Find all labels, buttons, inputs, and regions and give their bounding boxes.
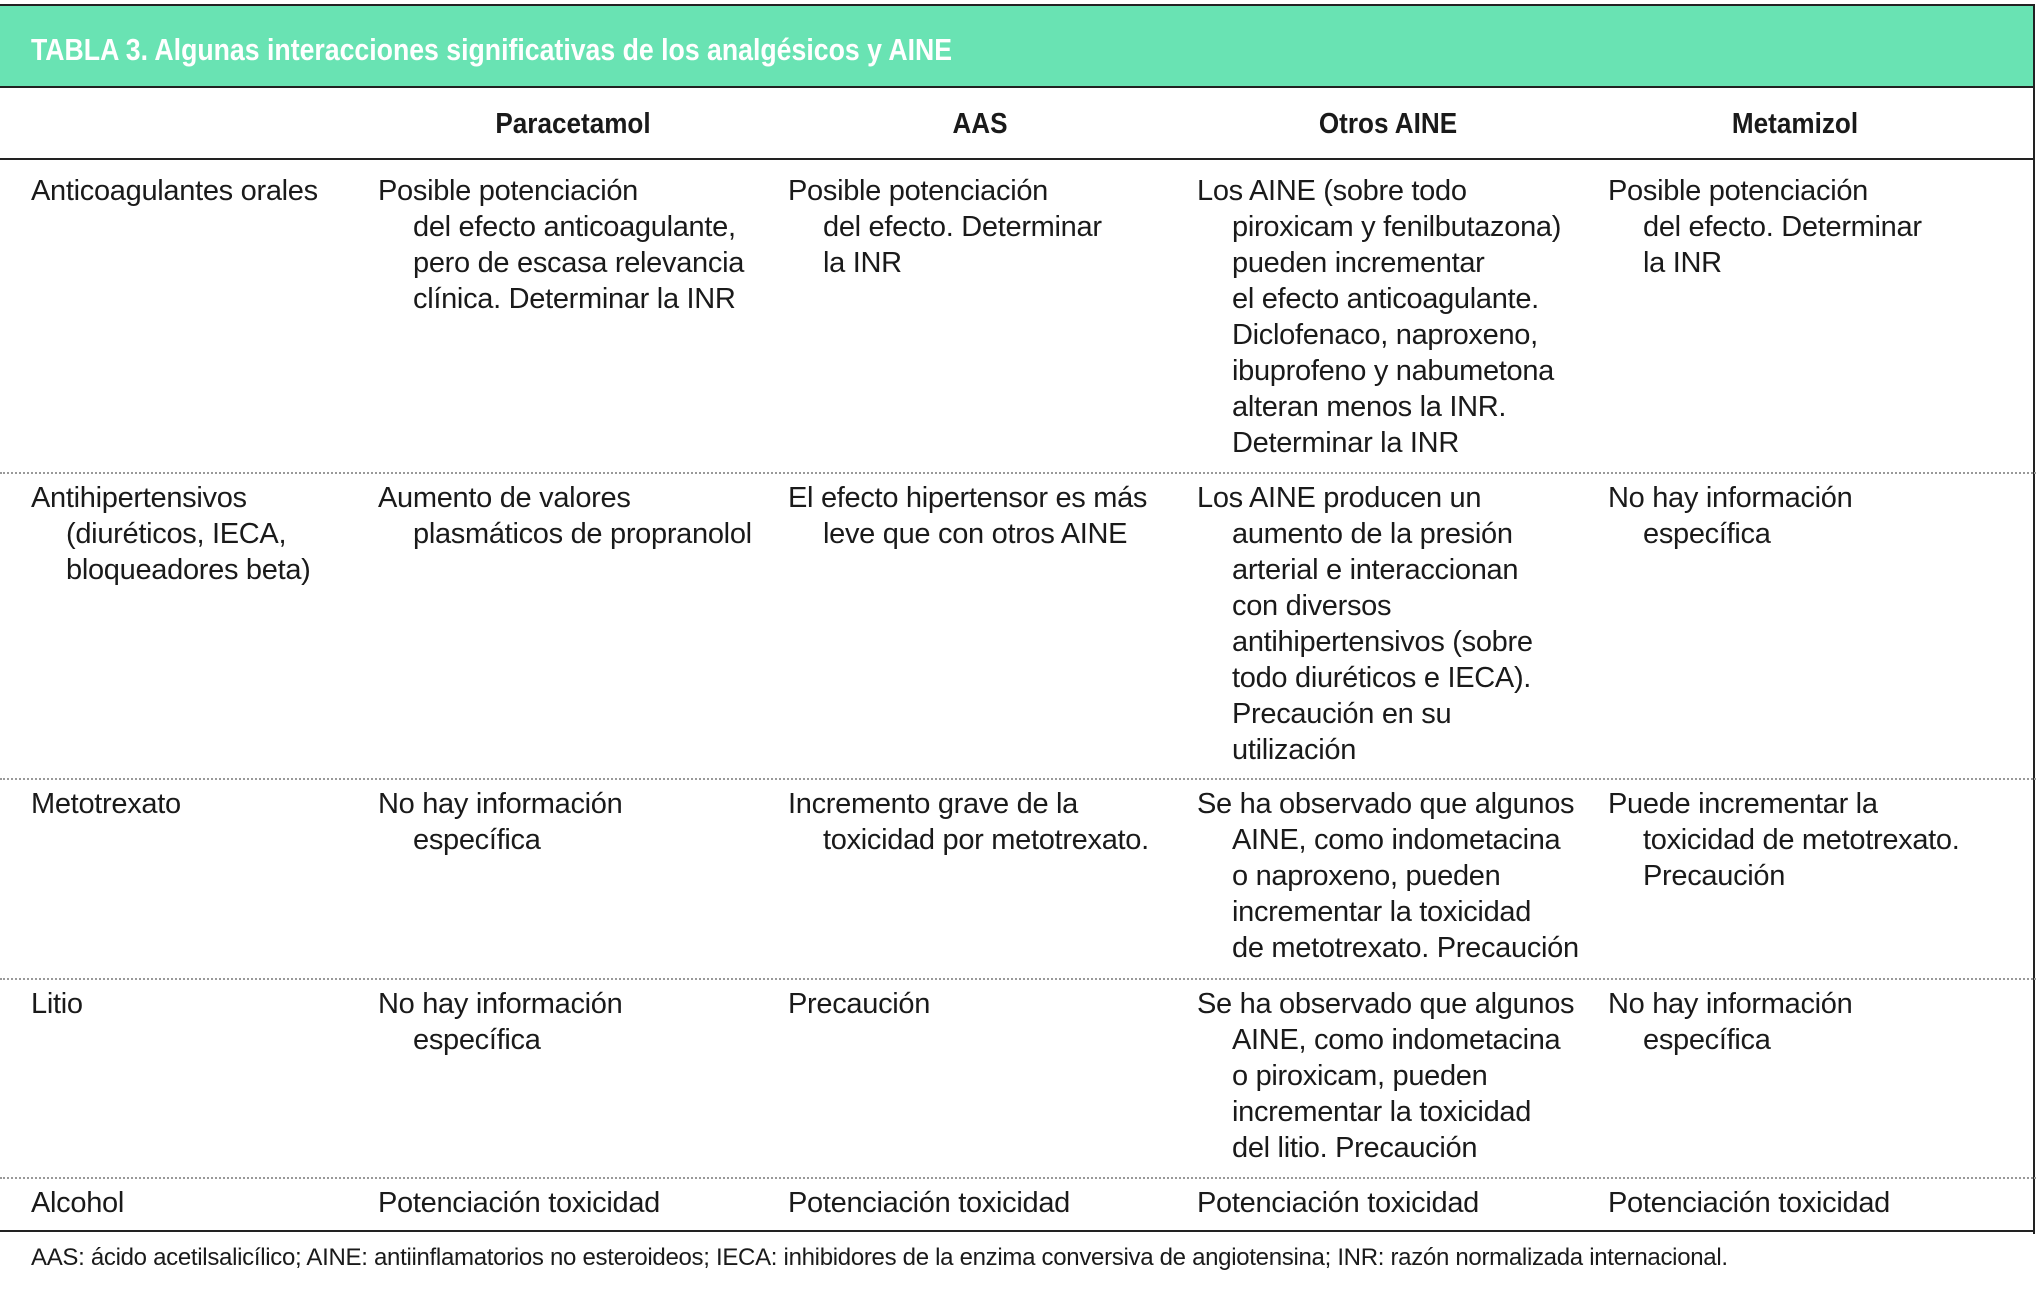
cell-aas	[788, 480, 1147, 552]
cell-line: pueden incrementar	[1232, 247, 1485, 279]
cell-line: No hay información	[1608, 988, 1853, 1020]
cell-line: Potenciación toxicidad	[788, 1187, 1070, 1219]
cell-otros-aine	[1197, 1185, 1479, 1221]
cell-aas	[788, 986, 930, 1022]
cell-line: AINE, como indometacina	[1232, 1024, 1561, 1056]
cell-line: específica	[413, 1024, 541, 1056]
table-row	[0, 156, 2036, 474]
cell-aas	[788, 173, 1102, 281]
cell-interaction	[31, 1185, 124, 1221]
cell-line: o piroxicam, pueden	[1232, 1060, 1488, 1092]
column-header-aas: AAS	[952, 108, 1008, 140]
cell-line: Se ha observado que algunos	[1197, 988, 1575, 1020]
cell-line: Posible potenciación	[378, 175, 639, 207]
cell-line: incrementar la toxicidad	[1232, 1096, 1532, 1128]
cell-line: Alcohol	[31, 1187, 125, 1219]
table-row	[0, 780, 2036, 980]
column-header-row	[0, 88, 2033, 160]
cell-line: o naproxeno, pueden	[1232, 860, 1501, 892]
cell-line: Potenciación toxicidad	[1197, 1187, 1479, 1219]
cell-line: Posible potenciación	[1608, 175, 1869, 207]
cell-line: bloqueadores beta)	[66, 554, 311, 586]
cell-line: Potenciación toxicidad	[1608, 1187, 1890, 1219]
cell-line: del litio. Precaución	[1232, 1132, 1478, 1164]
cell-line: arterial e interaccionan	[1232, 554, 1519, 586]
cell-aas	[788, 1185, 1070, 1221]
cell-line: aumento de la presión	[1232, 518, 1513, 550]
cell-line: Puede incrementar la	[1608, 788, 1878, 820]
cell-line: la INR	[1643, 247, 1722, 279]
cell-line: (diuréticos, IECA,	[66, 518, 287, 550]
cell-line: Precaución	[1643, 860, 1786, 892]
cell-otros-aine	[1197, 986, 1574, 1166]
cell-line: No hay información	[378, 788, 623, 820]
cell-line: específica	[1643, 518, 1771, 550]
column-header-otros-aine: Otros AINE	[1318, 108, 1458, 140]
cell-line: del efecto. Determinar	[1643, 211, 1922, 243]
cell-line: incrementar la toxicidad	[1232, 896, 1532, 928]
cell-line: todo diuréticos e IECA).	[1232, 662, 1532, 694]
cell-line: clínica. Determinar la INR	[413, 283, 736, 315]
cell-interaction	[31, 786, 181, 822]
column-header-paracetamol: Paracetamol	[495, 108, 651, 140]
cell-otros-aine	[1197, 173, 1561, 461]
cell-line: Precaución en su	[1232, 698, 1452, 730]
cell-line: la INR	[823, 247, 902, 279]
cell-metamizol	[1608, 480, 1852, 552]
cell-line: del efecto anticoagulante,	[413, 211, 736, 243]
cell-line: Aumento de valores	[378, 482, 631, 514]
cell-line: utilización	[1232, 734, 1357, 766]
cell-line: No hay información	[378, 988, 623, 1020]
cell-paracetamol	[378, 173, 744, 317]
cell-line: Anticoagulantes orales	[31, 175, 318, 207]
cell-line: Metotrexato	[31, 788, 181, 820]
cell-line: Se ha observado que algunos	[1197, 788, 1575, 820]
cell-line: antihipertensivos (sobre	[1232, 626, 1533, 658]
cell-line: el efecto anticoagulante.	[1232, 283, 1539, 315]
cell-line: Posible potenciación	[788, 175, 1049, 207]
cell-line: Potenciación toxicidad	[378, 1187, 660, 1219]
cell-paracetamol	[378, 786, 622, 858]
cell-line: Los AINE producen un	[1197, 482, 1482, 514]
cell-line: de metotrexato. Precaución	[1232, 932, 1579, 964]
cell-line: toxicidad de metotrexato.	[1643, 824, 1960, 856]
cell-paracetamol	[378, 986, 622, 1058]
cell-line: Antihipertensivos	[31, 482, 247, 514]
cell-metamizol	[1608, 173, 1922, 281]
cell-otros-aine	[1197, 786, 1579, 966]
cell-otros-aine	[1197, 480, 1533, 768]
table-row	[0, 980, 2036, 1179]
cell-line: AINE, como indometacina	[1232, 824, 1561, 856]
table-bottom-rule	[0, 1230, 2035, 1232]
cell-interaction	[31, 173, 318, 209]
table-row	[0, 474, 2036, 780]
cell-line: plasmáticos de propranolol	[413, 518, 752, 550]
cell-line: Incremento grave de la	[788, 788, 1079, 820]
table-footnote: AAS: ácido acetilsalicílico; AINE: antiinflamatorios no esteroideos; IECA: inhibidores de la enzima conversiva de angiotensina; INR: razón normalizada internacional.	[31, 1244, 1728, 1271]
cell-line: leve que con otros AINE	[823, 518, 1128, 550]
cell-line: con diversos	[1232, 590, 1392, 622]
table-title-band	[0, 6, 2033, 88]
cell-paracetamol	[378, 1185, 660, 1221]
cell-line: del efecto. Determinar	[823, 211, 1102, 243]
cell-line: Determinar la INR	[1232, 427, 1459, 459]
cell-line: Precaución	[788, 988, 931, 1020]
cell-line: piroxicam y fenilbutazona)	[1232, 211, 1562, 243]
cell-line: específica	[413, 824, 541, 856]
cell-line: pero de escasa relevancia	[413, 247, 745, 279]
cell-line: ibuprofeno y nabumetona	[1232, 355, 1555, 387]
column-header-metamizol: Metamizol	[1731, 108, 1859, 140]
table-title: TABLA 3. Algunas interacciones significativas de los analgésicos y AINE	[31, 32, 953, 67]
cell-metamizol	[1608, 1185, 1890, 1221]
cell-interaction	[31, 480, 311, 588]
cell-line: Los AINE (sobre todo	[1197, 175, 1467, 207]
cell-metamizol	[1608, 786, 1960, 894]
cell-line: Diclofenaco, naproxeno,	[1232, 319, 1538, 351]
cell-line: No hay información	[1608, 482, 1853, 514]
cell-metamizol	[1608, 986, 1852, 1058]
table-row	[0, 1179, 2036, 1231]
cell-line: El efecto hipertensor es más	[788, 482, 1148, 514]
cell-paracetamol	[378, 480, 752, 552]
cell-interaction	[31, 986, 83, 1022]
cell-aas	[788, 786, 1149, 858]
cell-line: toxicidad por metotrexato.	[823, 824, 1149, 856]
cell-line: específica	[1643, 1024, 1771, 1056]
cell-line: Litio	[31, 988, 83, 1020]
cell-line: alteran menos la INR.	[1232, 391, 1507, 423]
